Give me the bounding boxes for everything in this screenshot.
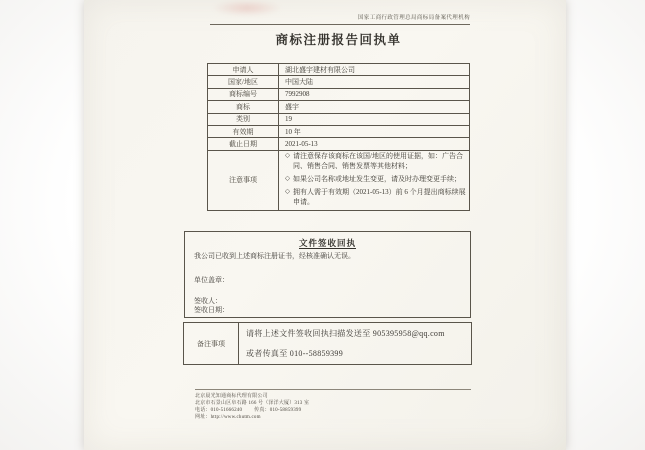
sign-date-label: 签收日期： xyxy=(194,306,229,314)
note-item xyxy=(285,187,466,208)
table-row xyxy=(208,113,470,125)
agency-header: 国家工商行政管理总局商标局备案代理机构 xyxy=(210,13,470,25)
footer-company: 北京晨光知通商标代理有限公司 xyxy=(195,393,268,399)
trademark-info-table xyxy=(207,63,470,211)
row-label: 类别 xyxy=(208,113,279,125)
row-label: 截止日期 xyxy=(208,138,279,150)
row-label: 商标 xyxy=(208,101,279,113)
footer-fax: 传真：010-58859399 xyxy=(254,407,302,413)
note-text: 请注意保存该商标在该国/地区的使用证据，如：广告合同、销售合同、销售发票等其他材料； xyxy=(293,151,463,171)
footer-phone-fax xyxy=(195,407,471,414)
receipt-box xyxy=(184,231,471,318)
row-value: 7992908 xyxy=(279,88,470,100)
diamond-bullet-icon: ◇ xyxy=(285,151,290,159)
diamond-bullet-icon: ◇ xyxy=(285,187,290,195)
table-row xyxy=(208,125,470,137)
row-label: 申请人 xyxy=(208,64,279,76)
remarks-label: 备注事项 xyxy=(184,323,239,365)
table-row-notes xyxy=(208,150,470,210)
seal-label: 单位盖章： xyxy=(194,276,229,284)
notes-content xyxy=(279,150,470,210)
receipt-title: 文件签收回执 xyxy=(298,238,356,248)
row-label: 国家/地区 xyxy=(208,76,279,88)
footer-address: 北京市石景山区阜石路 166 号（泽洋大厦）313 室 xyxy=(195,400,310,406)
table-row xyxy=(208,138,470,150)
table-row xyxy=(208,64,470,76)
diamond-bullet-icon: ◇ xyxy=(285,174,290,182)
row-value: 中国大陆 xyxy=(279,76,470,88)
row-value: 湖北盛宇建材有限公司 xyxy=(279,64,470,76)
table-row xyxy=(208,76,470,88)
row-label: 有效期 xyxy=(208,125,279,137)
remarks-line: 请将上述文件签收回执扫描发送至 905395958@qq.com xyxy=(246,329,445,338)
document-title: 商标注册报告回执单 xyxy=(275,33,402,47)
note-text: 拥有人需于有效期（2021-05-13）前 6 个月提出商标续展申请。 xyxy=(293,187,466,207)
signer-label: 签收人： xyxy=(194,297,222,305)
remarks-table xyxy=(183,322,472,365)
table-row xyxy=(208,88,470,100)
receipt-statement: 我公司已收到上述商标注册证书，经核准确认无误。 xyxy=(194,252,355,260)
table-row-remarks xyxy=(184,323,472,365)
row-value: 19 xyxy=(279,113,470,125)
row-value: 2021-05-13 xyxy=(279,138,470,150)
footer-website: 网址：http://www.chutm.com xyxy=(195,415,261,421)
note-text: 如果公司名称或地址发生变更，请及时办理变更手续； xyxy=(293,174,461,183)
note-item xyxy=(285,174,466,185)
row-value: 盛宇 xyxy=(279,101,470,113)
table-row xyxy=(208,101,470,113)
row-label: 商标编号 xyxy=(208,88,279,100)
agency-footer xyxy=(195,389,471,421)
footer-phone: 电话：010-51666240 xyxy=(195,407,243,413)
remarks-content xyxy=(239,323,472,365)
document-page xyxy=(84,0,566,450)
notes-label: 注意事项 xyxy=(208,150,279,210)
note-item xyxy=(285,151,466,172)
row-value: 10 年 xyxy=(279,125,470,137)
remarks-line: 或者传真至 010--58859399 xyxy=(246,349,344,358)
